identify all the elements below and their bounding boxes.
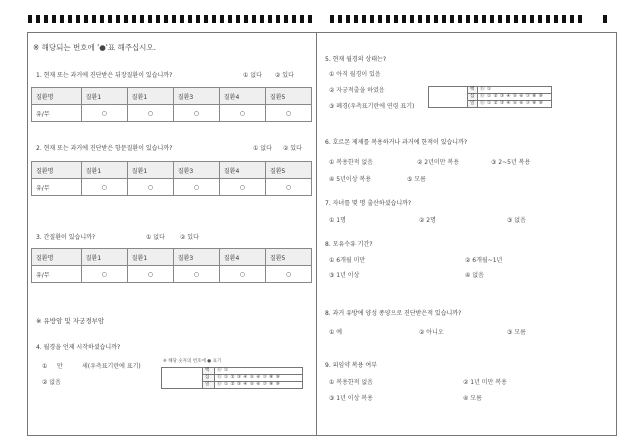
q1-mark-3[interactable]: ○ [173,105,219,122]
q5-grid-tens[interactable]: ⓪ ① ② ③ ④ ⑤ ⑥ ⑦ ⑧ ⑨ [478,94,552,101]
q2-text: 2. 현재 또는 과거에 진단받은 항문질환이 있습니까? [36,145,173,152]
q1-table [31,87,312,122]
bar-segment [260,15,264,23]
bar-segment [92,15,96,23]
q1-header-3: 질환3 [173,88,219,105]
q2-table [31,161,312,196]
bar-segment [284,15,288,23]
bar-segment [434,15,438,23]
q7-option-2[interactable]: ② 2명 [419,217,436,224]
bar-segment [346,15,350,23]
q4-grid-label-ones: 일 [203,382,215,389]
bar-segment [108,15,112,23]
q3-header-4: 질환4 [219,249,265,266]
bar-segment [538,15,542,23]
bar-segment [276,15,280,23]
bar-segment [570,15,574,23]
bar-segment [196,15,200,23]
q10-option-1[interactable]: ① 복용한적 없음 [329,379,373,386]
bar-segment [482,15,486,23]
q4-option1-word: 만 [57,363,63,370]
q5-grid-label-ones: 일 [468,101,478,108]
q3-row-label: 유/무 [32,266,82,283]
bar-segment [426,15,430,23]
q1-mark-4[interactable]: ○ [219,105,265,122]
q3-header-3: 질환3 [173,249,219,266]
q3-mark-1[interactable]: ○ [81,266,127,283]
q3-option-yes[interactable]: ② 있다 [180,234,199,241]
q1-mark-5[interactable]: ○ [265,105,311,122]
q2-header-2: 질환1 [127,162,173,179]
bar-segment [76,15,80,23]
q4-grid-blank [162,368,203,389]
q3-mark-2[interactable]: ○ [127,266,173,283]
bar-segment [236,15,240,23]
q10-option-3[interactable]: ③ 1년 이상 복용 [329,395,373,402]
q7-text: 7. 자녀를 몇 명 출산하셨습니까? [325,200,412,207]
bar-segment [60,15,64,23]
q2-mark-1[interactable]: ○ [81,179,127,196]
q6-option-4[interactable]: ④ 5년이상 복용 [329,176,371,183]
q3-option-no[interactable]: ① 없다 [146,234,165,241]
bar-segment [514,15,518,23]
bar-segment [394,15,398,23]
q4-option2[interactable]: ② 없음 [42,379,61,386]
top-bar-right [330,15,582,23]
q8-option-4[interactable]: ④ 없음 [465,272,484,279]
bar-segment [546,15,550,23]
bar-segment [244,15,248,23]
q5-text: 5. 현재 월경의 상태는? [325,56,386,63]
q9-option-2[interactable]: ② 아니오 [419,329,444,336]
q2-header-4: 질환4 [219,162,265,179]
q2-header-disease: 질환명 [32,162,82,179]
top-bar-left [28,15,312,23]
bar-segment [228,15,232,23]
bar-segment [522,15,526,23]
q2-header-1: 질환1 [81,162,127,179]
bar-segment [410,15,414,23]
q2-header-5: 질환5 [265,162,311,179]
instruction-note: ※ 해당되는 번호에 '●'표 해주십시오. [33,43,157,52]
bar-segment [330,15,334,23]
bar-segment [554,15,558,23]
q10-option-4[interactable]: ④ 모름 [463,395,482,402]
q4-option1-num[interactable]: ① [42,363,48,370]
q5-digit-grid [428,86,552,108]
q3-header-2: 질환1 [127,249,173,266]
bar-segment [530,15,534,23]
bar-segment [458,15,462,23]
q1-mark-2[interactable]: ○ [127,105,173,122]
q3-header-1: 질환1 [81,249,127,266]
q2-row-label: 유/무 [32,179,82,196]
q5-option-3[interactable]: ③ 폐경(우측표기란에 연령 표기) [329,103,415,110]
q6-text: 6. 호르몬 제제를 복용하거나 과거에 한적이 있습니까? [325,139,468,146]
q3-text: 3. 간질환이 있습니까? [36,234,96,241]
q4-digit-grid [161,367,303,389]
q4-grid-label-tens: 십 [203,375,215,382]
bar-segment [308,15,312,23]
q3-header-5: 질환5 [265,249,311,266]
bar-segment [172,15,176,23]
q3-table [31,248,312,283]
bar-segment [124,15,128,23]
bar-segment [148,15,152,23]
q5-option-1[interactable]: ① 아직 월경이 있음 [329,71,381,78]
q3-header-disease: 질환명 [32,249,82,266]
q3-mark-5[interactable]: ○ [265,266,311,283]
bar-segment [442,15,446,23]
bar-segment [68,15,72,23]
bar-segment [252,15,256,23]
q2-header-3: 질환3 [173,162,219,179]
bar-segment [402,15,406,23]
bar-segment [100,15,104,23]
q4-text: 4. 월경을 언제 시작하셨습니까? [36,344,121,351]
q9-option-3[interactable]: ③ 모름 [507,329,526,336]
column-divider [316,32,317,435]
q1-header-2: 질환1 [127,88,173,105]
bar-segment [52,15,56,23]
q1-text: 1. 현재 또는 과거에 진단받은 뒤장질환이 있습니까? [36,72,173,79]
q5-grid-blank [429,87,468,108]
bar-segment [28,15,32,23]
q2-mark-4[interactable]: ○ [219,179,265,196]
bar-segment [220,15,224,23]
bar-segment [490,15,494,23]
bar-segment [268,15,272,23]
q8-option-3[interactable]: ③ 1년 이상 [329,272,360,279]
q4-grid-hundreds[interactable]: ⓪ ① [215,368,303,375]
q1-mark-1[interactable]: ○ [81,105,127,122]
bar-segment [36,15,40,23]
q3-mark-4[interactable]: ○ [219,266,265,283]
q9-text: 8. 과거 유방에 양성 종양으로 진단받은적 있습니까? [325,310,462,317]
bar-segment [204,15,208,23]
bar-segment [474,15,478,23]
bar-segment [300,15,304,23]
q5-grid-label-hundreds: 백 [468,87,478,94]
bar-segment [84,15,88,23]
bar-segment [578,15,582,23]
bar-segment [116,15,120,23]
q1-header-disease: 질환명 [32,88,82,105]
q5-grid-label-tens: 십 [468,94,478,101]
bar-segment [386,15,390,23]
bar-segment [498,15,502,23]
bar-segment [140,15,144,23]
q4-option1-rest: 세(우측표기란에 표기) [82,363,141,370]
bar-segment [354,15,358,23]
bar-segment [450,15,454,23]
top-bar-end-mark [603,15,607,23]
q3-mark-3[interactable]: ○ [173,266,219,283]
bar-segment [466,15,470,23]
bar-segment [370,15,374,23]
bar-segment [132,15,136,23]
q2-mark-2[interactable]: ○ [127,179,173,196]
bar-segment [562,15,566,23]
q10-text: 9. 피임약 복용 여부 [325,362,378,369]
bar-segment [418,15,422,23]
q2-mark-3[interactable]: ○ [173,179,219,196]
q4-grid-tens[interactable]: ⓪ ① ② ③ ④ ⑤ ⑥ ⑦ ⑧ ⑨ [215,375,303,382]
bar-segment [180,15,184,23]
q5-grid-hundreds[interactable]: ⓪ ① [478,87,552,94]
q5-option-2[interactable]: ② 자궁적출을 하였음 [329,87,385,94]
bar-segment [164,15,168,23]
bar-segment [378,15,382,23]
bar-segment [156,15,160,23]
q1-row-label: 유/무 [32,105,82,122]
bar-segment [188,15,192,23]
q1-header-4: 질환4 [219,88,265,105]
q4-grid-ones[interactable]: ⓪ ① ② ③ ④ ⑤ ⑥ ⑦ ⑧ ⑨ [215,382,303,389]
bar-segment [212,15,216,23]
q10-option-2[interactable]: ② 1년 미만 복용 [463,379,507,386]
q1-header-5: 질환5 [265,88,311,105]
q5-grid-ones[interactable]: ⓪ ① ② ③ ④ ⑤ ⑥ ⑦ ⑧ ⑨ [478,101,552,108]
q8-option-1[interactable]: ① 6개월 미만 [329,257,366,264]
q2-mark-5[interactable]: ○ [265,179,311,196]
q6-option-1[interactable]: ① 복용한적 없음 [329,159,373,166]
q1-header-1: 질환1 [81,88,127,105]
q1-option-no[interactable]: ① 없다 [243,72,262,79]
q4-grid-caption: ※ 해당 숫자의 번호에 ● 표기 [163,359,222,364]
bar-segment [506,15,510,23]
bar-segment [44,15,48,23]
q2-option-no[interactable]: ① 없다 [253,145,272,152]
q2-option-yes[interactable]: ② 있다 [283,145,302,152]
q6-option-5[interactable]: ⑤ 모름 [407,176,426,183]
bar-segment [292,15,296,23]
q8-option-2[interactable]: ② 6개월~1년 [465,257,503,264]
q7-option-1[interactable]: ① 1명 [329,217,346,224]
bar-segment [362,15,366,23]
q6-option-3[interactable]: ③ 2~5년 복용 [491,159,531,166]
bar-segment [338,15,342,23]
q9-option-1[interactable]: ① 예 [329,329,343,336]
q8-text: 8. 모유수유 기간? [325,241,373,248]
q1-option-yes[interactable]: ② 있다 [275,72,294,79]
q6-option-2[interactable]: ② 2년미만 복용 [417,159,459,166]
q7-option-3[interactable]: ③ 없음 [507,217,526,224]
section-title: ※ 유방암 및 자궁경부암 [36,317,105,325]
q4-grid-label-hundreds: 백 [203,368,215,375]
